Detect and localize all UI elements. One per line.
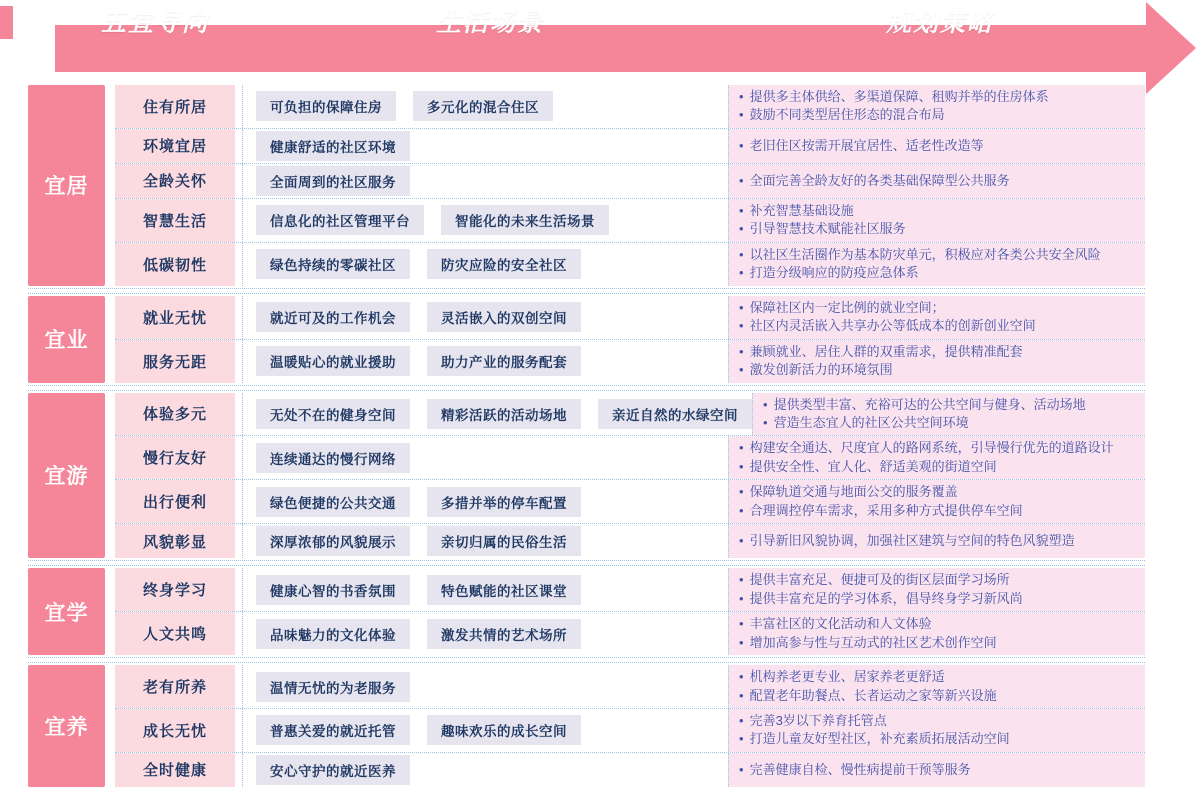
subcategory-box [115,480,235,523]
strategy-text: 打造儿童友好型社区，补充素质拓展活动空间 [749,731,1010,747]
strategy-text: 保障轨道交通与地面公交的服务覆盖 [749,484,958,500]
bullet-icon: • [739,221,744,237]
scene-list [242,568,728,611]
subcategory-label: 慢行友好 [142,450,207,468]
table-row [115,568,1145,611]
strategy-cell [752,393,1145,436]
strategy-text: 配置老年助餐点、长者运动之家等新兴设施 [749,687,997,703]
scene-box: 绿色持续的零碳社区 [256,249,410,279]
section-宜学 [28,568,1145,655]
strategy-text: 完善3岁以下养育托管点 [749,712,887,728]
strategy-item [739,264,1137,282]
section-separator [28,657,1145,663]
scene-box: 灵活嵌入的双创空间 [427,302,581,332]
strategy-item [739,615,1137,633]
header-column-strategies: 规划策略 [885,9,994,37]
table-row [115,128,1145,163]
scene-box: 趣味欢乐的成长空间 [427,715,581,745]
bullet-icon: • [739,761,744,777]
category-label: 宜养 [44,715,89,739]
subcategory-box [115,665,235,708]
table-row [115,479,1145,523]
strategy-cell [728,340,1145,383]
table-row [115,85,1145,128]
category-box [28,296,105,383]
table-row [115,163,1145,198]
scene-box: 可负担的保障住房 [256,91,396,121]
table-row [115,435,1145,479]
subcategory-box [115,164,235,198]
strategy-item [739,571,1137,589]
subcategory-label: 终身学习 [142,582,207,600]
strategy-item [739,361,1137,379]
scene-box: 普惠关爱的就近托管 [256,715,410,745]
subcategory-label: 出行便利 [142,494,207,512]
subcategory-box [115,85,235,128]
scene-list [242,393,752,436]
strategy-text: 营造生态宜人的社区公共空间环境 [773,414,969,430]
bullet-icon: • [739,572,744,588]
subcategory-label: 全龄关怀 [142,173,207,191]
scene-list [242,480,728,523]
scene-box: 温情无忧的为老服务 [256,672,410,702]
strategy-cell [728,243,1145,286]
scene-box: 深厚浓郁的风貌展示 [256,526,410,556]
arrow-head-icon [1146,2,1196,94]
strategy-text: 丰富社区的文化活动和人文体验 [749,616,932,632]
category-box [28,665,105,787]
strategy-text: 提供多主体供给、多渠道保障、租购并举的住房体系 [749,89,1049,104]
scene-box: 无处不在的健身空间 [256,399,410,429]
strategy-item [739,317,1137,335]
section-separator [28,385,1145,391]
scene-box: 亲切归属的民俗生活 [427,526,581,556]
scene-box: 健康舒适的社区环境 [256,131,410,161]
bullet-icon: • [739,533,744,549]
strategy-text: 提供丰富充足、便捷可及的街区层面学习场所 [749,572,1010,588]
strategy-text: 引导智慧技术赋能社区服务 [749,221,906,237]
table-row [115,523,1145,558]
strategy-text: 增加高参与性与互动式的社区艺术创作空间 [749,634,997,650]
strategy-text: 打造分级响应的防疫应急体系 [749,265,919,281]
scene-list [242,340,728,383]
section-rows [115,85,1145,286]
strategy-cell [728,129,1145,163]
scene-box: 激发共情的艺术场所 [427,619,581,649]
subcategory-label: 服务无距 [142,353,207,371]
strategy-item [739,458,1137,476]
scene-box: 特色赋能的社区课堂 [427,575,581,605]
bullet-icon: • [739,590,744,606]
category-label: 宜游 [44,465,89,489]
subcategory-box [115,568,235,611]
scene-list [242,612,728,655]
scene-list [242,164,728,198]
table-row [115,752,1145,787]
strategy-item [739,483,1137,501]
scene-box: 温暖贴心的就业援助 [256,346,410,376]
table-row [115,708,1145,752]
table-row [115,393,1145,436]
scene-list [242,524,728,558]
strategy-text: 合理调控停车需求，采用多种方式提供停车空间 [749,502,1023,518]
category-label: 宜居 [44,175,89,199]
bullet-icon: • [739,484,744,500]
scene-list [242,296,728,339]
corner-decoration [0,6,13,39]
subcategory-label: 智慧生活 [142,212,207,230]
subcategory-box [115,296,235,339]
strategy-item [739,502,1137,520]
strategy-item [763,396,1137,414]
subcategory-box [115,129,235,163]
strategy-text: 引导新旧风貌协调，加强社区建筑与空间的特色风貌塑造 [749,533,1075,549]
bullet-icon: • [739,731,744,747]
sections [28,85,1145,787]
subcategory-box [115,709,235,752]
category-label: 宜业 [44,329,89,353]
strategy-item [739,299,1137,317]
strategy-item [739,106,1137,124]
category-box [28,568,105,655]
header-column-orientation: 五宜导向 [100,9,209,37]
bullet-icon: • [763,414,768,430]
section-宜业 [28,296,1145,383]
scene-box: 健康心智的书香氛围 [256,575,410,605]
strategy-text: 构建安全通达、尺度宜人的路网系统，引导慢行优先的道路设计 [749,440,1114,456]
strategy-item [739,220,1137,238]
scene-box: 全面周到的社区服务 [256,166,410,196]
strategy-item [739,439,1137,457]
strategy-item [739,590,1137,608]
strategy-text: 补充智慧基础设施 [749,202,854,218]
table-row [115,242,1145,286]
subcategory-label: 就业无忧 [142,309,207,327]
strategy-item [739,712,1137,730]
scene-list [242,436,728,479]
scene-box: 信息化的社区管理平台 [256,205,424,235]
table-row [115,665,1145,708]
strategy-item [739,730,1137,748]
strategy-text: 机构养老更专业、居家养老更舒适 [749,669,945,685]
scene-box: 助力产业的服务配套 [427,346,581,376]
strategy-cell [728,709,1145,752]
bullet-icon: • [739,343,744,359]
bullet-icon: • [739,202,744,218]
strategy-text: 全面完善全龄友好的各类基础保障型公共服务 [749,172,1010,188]
strategy-item [739,687,1137,705]
bullet-icon: • [739,712,744,728]
strategy-item [739,761,1137,779]
scene-list [242,85,728,128]
section-separator [28,560,1145,566]
strategy-text: 社区内灵活嵌入共享办公等低成本的创新创业空间 [749,318,1036,334]
section-rows [115,393,1145,559]
scene-box: 亲近自然的水绿空间 [598,399,752,429]
scene-box: 连续通达的慢行网络 [256,443,410,473]
strategy-text: 老旧住区按需开展宜居性、适老性改造等 [749,137,984,153]
strategy-text: 完善健康自检、慢性病提前干预等服务 [749,761,971,777]
strategy-text: 激发创新活力的环境氛围 [749,362,893,378]
strategy-item [739,668,1137,686]
bullet-icon: • [739,440,744,456]
scene-list [242,665,728,708]
strategy-item [739,343,1137,361]
bullet-icon: • [739,458,744,474]
strategy-text: 提供类型丰富、充裕可达的公共空间与健身、活动场地 [773,396,1086,412]
section-rows [115,296,1145,383]
subcategory-label: 老有所养 [142,679,207,697]
strategy-text: 提供安全性、宜人化、舒适美观的街道空间 [749,458,997,474]
section-宜养 [28,665,1145,787]
scene-list [242,243,728,286]
scene-list [242,199,728,242]
bullet-icon: • [739,616,744,632]
strategy-cell [728,568,1145,611]
strategy-item [739,634,1137,652]
table-row [115,296,1145,339]
strategy-cell [728,524,1145,558]
subcategory-label: 体验多元 [142,406,207,424]
subcategory-label: 住有所居 [142,98,207,116]
subcategory-box [115,199,235,242]
scene-box: 防灾应险的安全社区 [427,249,581,279]
subcategory-box [115,753,235,787]
subcategory-label: 全时健康 [142,762,207,780]
subcategory-box [115,524,235,558]
strategy-cell [728,480,1145,523]
strategy-item [739,172,1137,190]
strategy-cell [728,665,1145,708]
bullet-icon: • [739,502,744,518]
table-row [115,611,1145,655]
bullet-icon: • [739,89,744,104]
strategy-cell [728,85,1145,128]
strategy-item [763,414,1137,432]
strategy-text: 保障社区内一定比例的就业空间； [749,299,945,315]
category-box [28,393,105,559]
subcategory-label: 成长无忧 [142,722,207,740]
section-宜游 [28,393,1145,559]
strategy-text: 鼓励不同类型居住形态的混合布局 [749,107,945,123]
strategy-item [739,532,1137,550]
subcategory-box [115,393,235,436]
scene-list [242,709,728,752]
subcategory-label: 低碳韧性 [142,256,207,274]
strategy-cell [728,612,1145,655]
subcategory-label: 人文共鸣 [142,626,207,644]
bullet-icon: • [739,172,744,188]
subcategory-box [115,436,235,479]
scene-box: 多措并举的停车配置 [427,487,581,517]
category-box [28,85,105,286]
scene-box: 精彩活跃的活动场地 [427,399,581,429]
strategy-cell [728,436,1145,479]
subcategory-label: 风貌彰显 [142,533,207,551]
strategy-cell [728,164,1145,198]
bullet-icon: • [739,669,744,685]
scene-box: 安心守护的就近医养 [256,755,410,785]
bullet-icon: • [739,318,744,334]
scene-box: 品味魅力的文化体验 [256,619,410,649]
subcategory-box [115,340,235,383]
table-row [115,339,1145,383]
bullet-icon: • [739,362,744,378]
header-column-scenes: 生活场景 [435,9,544,37]
subcategory-box [115,243,235,286]
strategy-text: 以社区生活圈作为基本防灾单元，积极应对各类公共安全风险 [749,246,1101,262]
bullet-icon: • [739,107,744,123]
scene-list [242,753,728,787]
category-label: 宜学 [44,601,89,625]
bullet-icon: • [739,634,744,650]
strategy-cell [728,199,1145,242]
scene-box: 多元化的混合住区 [413,91,553,121]
strategy-text: 提供丰富充足的学习体系，倡导终身学习新风尚 [749,590,1023,606]
strategy-item [739,202,1137,220]
strategy-item [739,137,1137,155]
bullet-icon: • [739,687,744,703]
section-宜居 [28,85,1145,286]
scene-list [242,129,728,163]
strategy-item [739,246,1137,264]
strategy-text: 兼顾就业、居住人群的双重需求，提供精准配套 [749,343,1023,359]
section-rows [115,568,1145,655]
section-separator [28,288,1145,294]
section-rows [115,665,1145,787]
subcategory-label: 环境宜居 [142,138,207,156]
scene-box: 智能化的未来生活场景 [441,205,609,235]
table-row [115,198,1145,242]
bullet-icon: • [739,265,744,281]
strategy-item [739,88,1137,106]
strategy-cell [728,296,1145,339]
scene-box: 绿色便捷的公共交通 [256,487,410,517]
scene-box: 就近可及的工作机会 [256,302,410,332]
bullet-icon: • [763,396,768,412]
bullet-icon: • [739,246,744,262]
bullet-icon: • [739,137,744,153]
strategy-cell [728,753,1145,787]
bullet-icon: • [739,299,744,315]
subcategory-box [115,612,235,655]
